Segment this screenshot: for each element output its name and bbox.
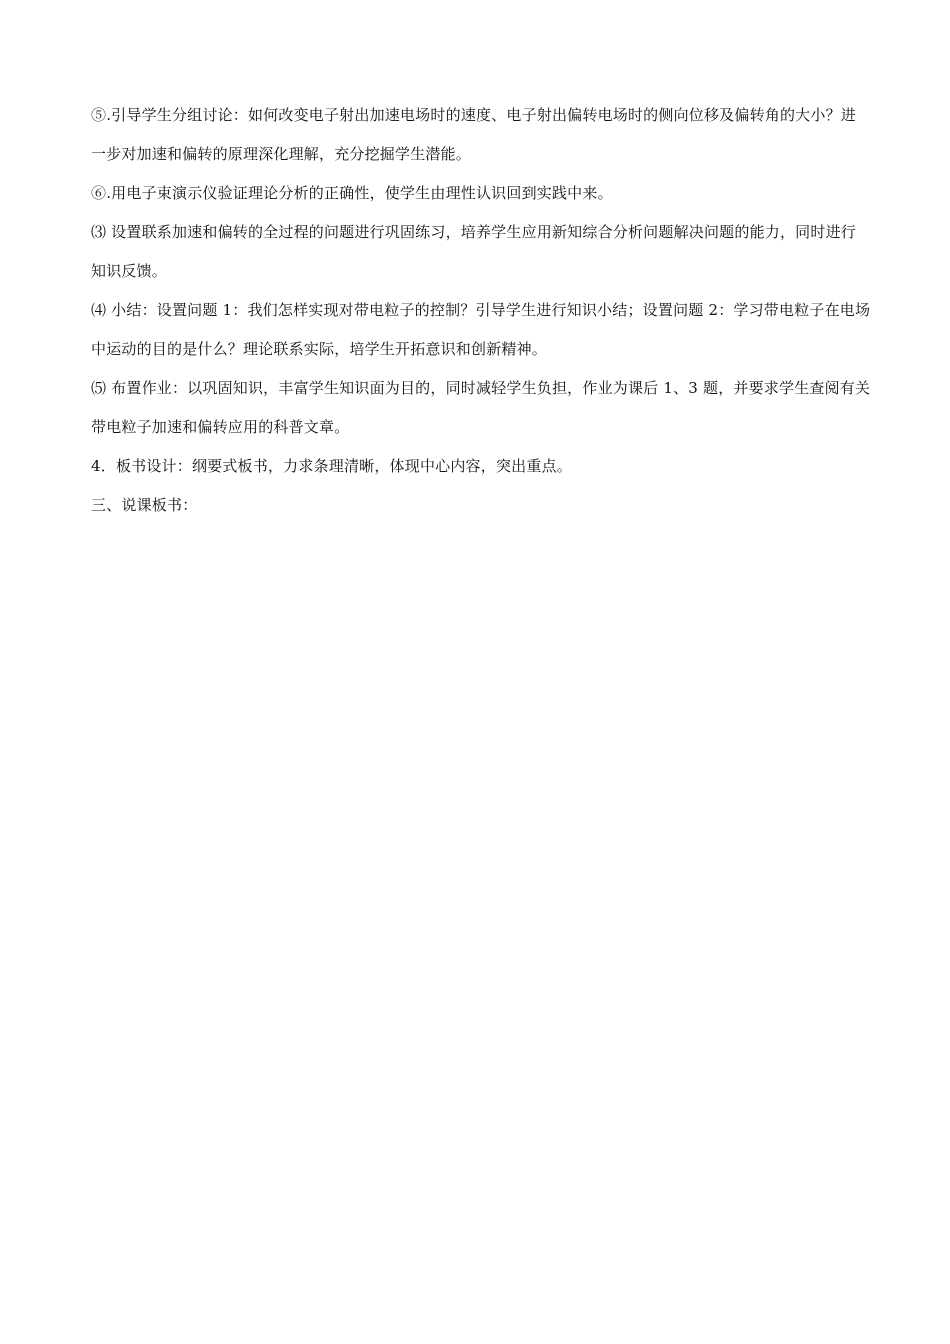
paragraph-group-discussion: ⑤.引导学生分组讨论：如何改变电子射出加速电场时的速度、电子射出偏转电场时的侧向位移及偏转角的大小？进一步对加速和偏转的原理深化理解，充分挖掘学生潜能。 xyxy=(91,106,856,163)
document-body xyxy=(91,96,871,525)
section-heading-board: 三、说课板书： xyxy=(91,496,198,514)
paragraph-board-design: 4．板书设计：纲要式板书，力求条理清晰，体现中心内容，突出重点。 xyxy=(91,457,572,475)
paragraph-homework: ⑸ 布置作业：以巩固知识，丰富学生知识面为目的，同时减轻学生负担，作业为课后 1、3 题，并要求学生查阅有关带电粒子加速和偏转应用的科普文章。 xyxy=(91,379,871,436)
paragraph-consolidation-practice: ⑶ 设置联系加速和偏转的全过程的问题进行巩固练习，培养学生应用新知综合分析问题解决问题的能力，同时进行知识反馈。 xyxy=(91,223,856,280)
paragraph-summary: ⑷ 小结：设置问题 1：我们怎样实现对带电粒子的控制？引导学生进行知识小结；设置问题 2：学习带电粒子在电场中运动的目的是什么？理论联系实际，培学生开拓意识和创新精神。 xyxy=(91,301,871,358)
paragraph-demo-verification: ⑥.用电子束演示仪验证理论分析的正确性，使学生由理性认识回到实践中来。 xyxy=(91,184,613,202)
